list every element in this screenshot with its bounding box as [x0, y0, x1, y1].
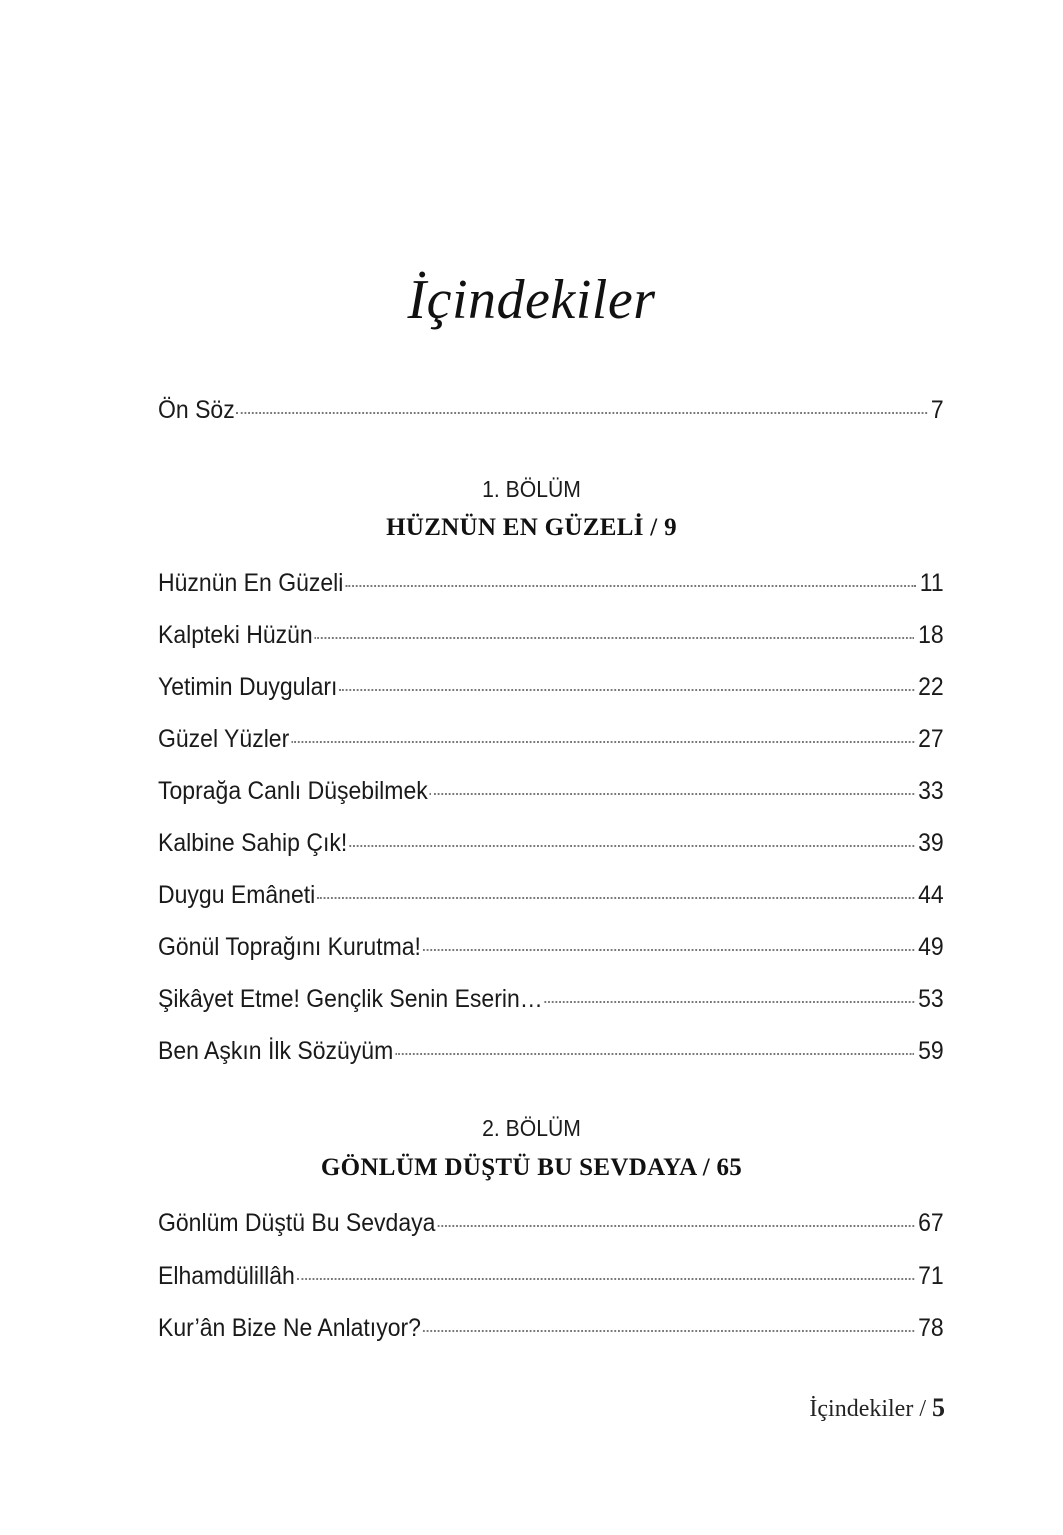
- toc-entry-label: Ben Aşkın İlk Sözüyüm: [158, 1037, 394, 1065]
- toc-entry-page: 11: [919, 569, 944, 597]
- toc-entry-page: 49: [918, 933, 944, 961]
- toc-entry[interactable]: [158, 933, 944, 962]
- dot-leader: [349, 845, 914, 847]
- dot-leader: [297, 1278, 915, 1280]
- dot-leader: [423, 949, 915, 951]
- toc-entry-label: Hüznün En Güzeli: [158, 569, 344, 597]
- toc-entry-label: Kur’ân Bize Ne Anlatıyor?: [158, 1314, 421, 1342]
- toc-entry[interactable]: [158, 777, 944, 806]
- toc-entry[interactable]: [158, 725, 944, 754]
- toc-entry-label: Ön Söz: [158, 396, 235, 424]
- toc-entry-label: Güzel Yüzler: [158, 725, 290, 753]
- toc-entry[interactable]: [158, 985, 944, 1014]
- dot-leader: [315, 637, 915, 639]
- toc-entry-page: 22: [918, 673, 944, 701]
- dot-leader: [237, 412, 928, 414]
- toc-entry-label: Şikâyet Etme! Gençlik Senin Eserin…: [158, 985, 543, 1013]
- dot-leader: [317, 897, 914, 899]
- toc-entry-preface[interactable]: [158, 396, 944, 425]
- toc-entry-page: 27: [918, 725, 944, 753]
- chapter-2-title[interactable]: GÖNLÜM DÜŞTÜ BU SEVDAYA / 65: [320, 1154, 743, 1181]
- toc-entry[interactable]: [158, 1209, 944, 1238]
- toc-entry-label: Duygu Emâneti: [158, 881, 316, 909]
- toc-entry-label: Elhamdülillâh: [158, 1262, 295, 1290]
- chapter-2-number: 2. BÖLÜM: [482, 1115, 581, 1141]
- footer-page-number: 5: [932, 1393, 945, 1422]
- toc-entry[interactable]: [158, 569, 944, 598]
- footer-section-label: İçindekiler /: [809, 1396, 926, 1422]
- toc-entry-page: 7: [930, 396, 944, 424]
- toc-entry-page: 71: [918, 1262, 944, 1290]
- dot-leader: [437, 1225, 914, 1227]
- chapter-1-title[interactable]: HÜZNÜN EN GÜZELİ / 9: [386, 514, 677, 541]
- toc-entry-label: Toprağa Canlı Düşebilmek: [158, 777, 428, 805]
- dot-leader: [395, 1053, 914, 1055]
- dot-leader: [345, 585, 916, 587]
- toc-entry-label: Gönlüm Düştü Bu Sevdaya: [158, 1209, 436, 1237]
- toc-entry[interactable]: [158, 881, 944, 910]
- toc-entry[interactable]: [158, 829, 944, 858]
- toc-entry-page: 53: [918, 985, 944, 1013]
- dot-leader: [545, 1001, 915, 1003]
- toc-entry-page: 44: [918, 881, 944, 909]
- toc-entry[interactable]: [158, 1262, 944, 1291]
- toc-entry[interactable]: [158, 673, 944, 702]
- dot-leader: [291, 741, 914, 743]
- toc-entry-page: 33: [918, 777, 944, 805]
- toc-entry[interactable]: [158, 1037, 944, 1066]
- toc-entry-page: 67: [918, 1209, 944, 1237]
- chapter-1-number: 1. BÖLÜM: [482, 476, 581, 502]
- toc-entry[interactable]: [158, 621, 944, 650]
- toc-entry-label: Kalbine Sahip Çık!: [158, 829, 348, 857]
- toc-entry-page: 18: [918, 621, 944, 649]
- toc-entry-page: 78: [918, 1314, 944, 1342]
- page-footer: [809, 1393, 945, 1423]
- page-title: İçindekiler: [407, 269, 656, 331]
- toc-entry-page: 59: [918, 1037, 944, 1065]
- dot-leader: [423, 1330, 915, 1332]
- toc-entry-label: Gönül Toprağını Kurutma!: [158, 933, 421, 961]
- toc-entry-label: Kalpteki Hüzün: [158, 621, 313, 649]
- toc-entry[interactable]: [158, 1314, 944, 1343]
- dot-leader: [430, 793, 915, 795]
- toc-entry-label: Yetimin Duyguları: [158, 673, 338, 701]
- toc-entry-page: 39: [918, 829, 944, 857]
- dot-leader: [339, 689, 914, 691]
